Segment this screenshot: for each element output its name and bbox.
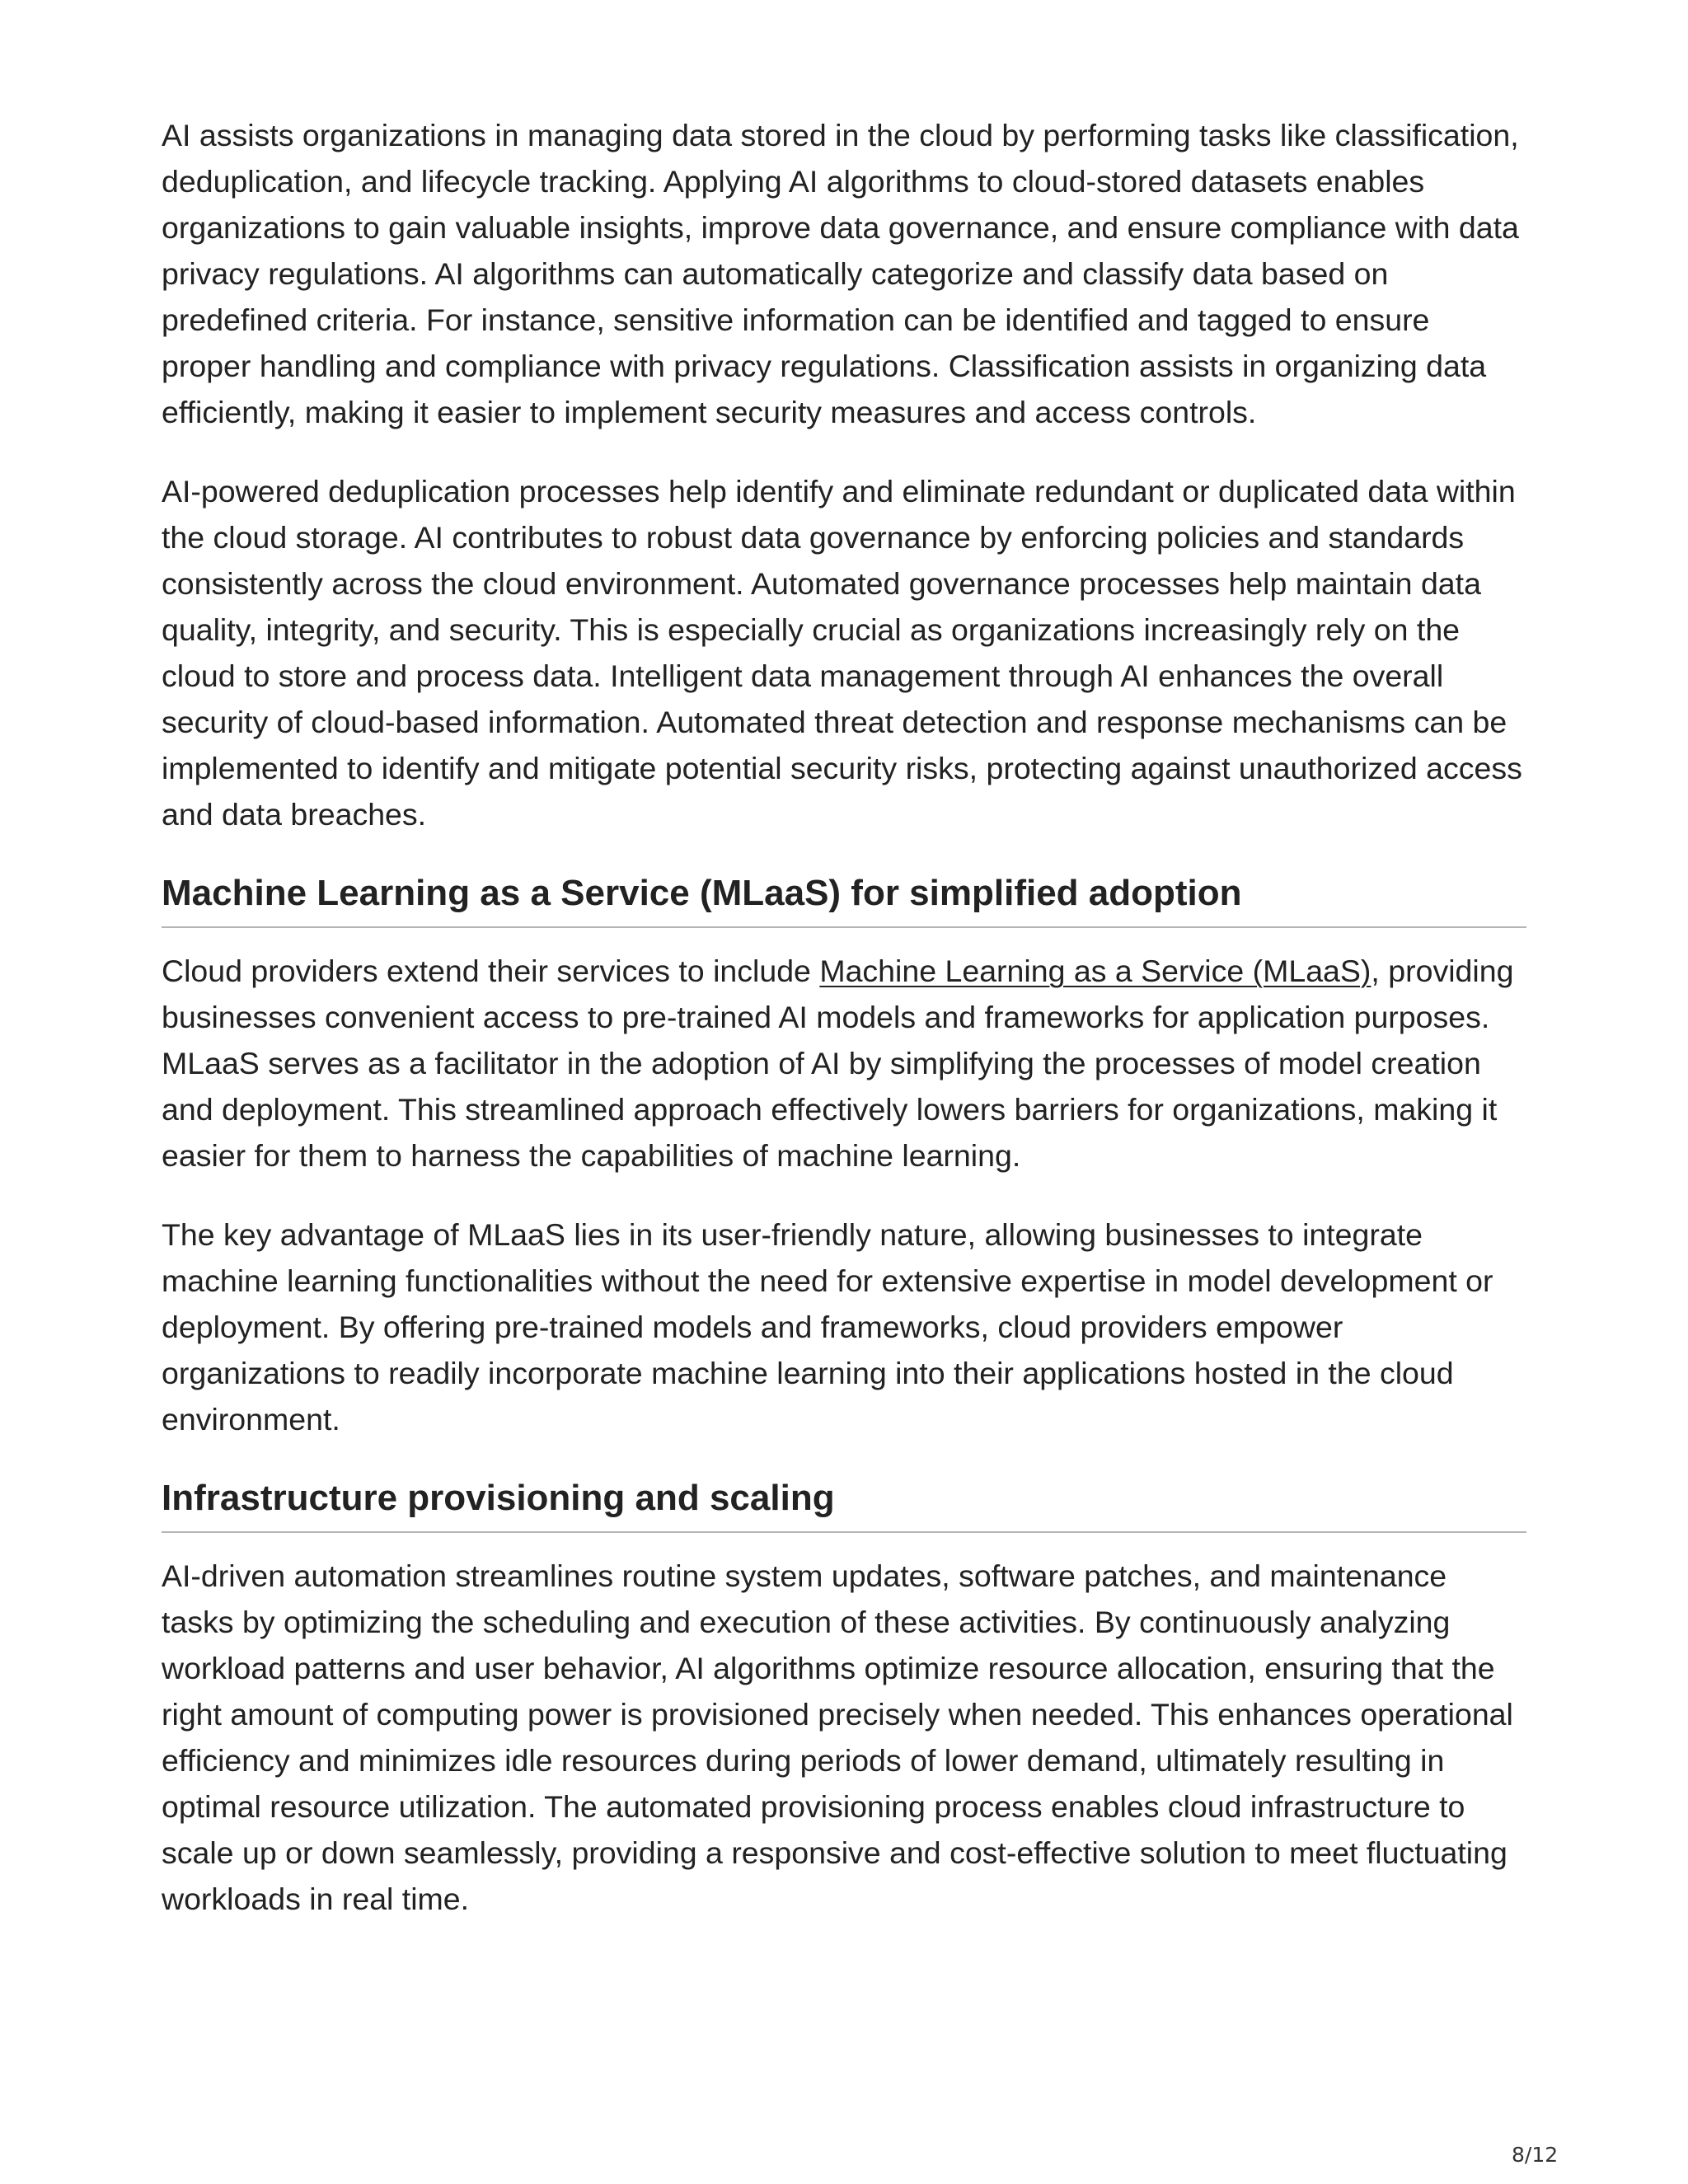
page-number: 8/12 [1512,2143,1559,2167]
paragraph-deduplication: AI-powered deduplication processes help identify and eliminate redundant or duplicated data within the cloud storage. AI contributes to robust data governance by enforcing policies and standards consistently across the cloud environment. Automated governance processes help maintain data quality, integrity, and security. This is especially crucial as organizations increasingly rely on the cloud to store and process data. Intelligent data management through AI enhances the overall security of cloud-based information. Automated threat detection and response mechanisms can be implemented to identify and mitigate potential security risks, protecting against unauthorized access and data breaches. [162,474,1522,832]
section-heading-infrastructure: Infrastructure provisioning and scaling [162,1475,1526,1533]
paragraph-infrastructure: AI-driven automation streamlines routine system updates, software patches, and maintenance tasks by optimizing the scheduling and execution of these activities. By continuously analyzing workload patterns and user behavior, AI algorithms optimize resource allocation, ensuring that the right amount of computing power is provisioned precisely when needed. This enhances operational efficiency and minimizes idle resources during periods of lower demand, ultimately resulting in optimal resource utilization. The automated provisioning process enables cloud infrastructure to scale up or down seamlessly, providing a responsive and cost-effective solution to meet fluctuating workloads in real time. [162,1558,1513,1916]
article-content [162,112,1526,1955]
paragraph-mlaas-advantage: The key advantage of MLaaS lies in its user-friendly nature, allowing businesses to integrate machine learning functionalities without the need for extensive expertise in model development or deployment. By offering pre-trained models and frameworks, cloud providers empower organizations to readily incorporate machine learning into their applications hosted in the cloud environment. [162,1217,1493,1436]
mlaas-link[interactable]: Machine Learning as a Service (MLaaS) [819,954,1372,988]
section-heading-mlaas: Machine Learning as a Service (MLaaS) for simplified adoption [162,870,1526,928]
mlaas-intro-text-after: , providing businesses convenient access to pre-trained AI models and frameworks for application purposes. MLaaS serves as a facilitator in the adoption of AI by simplifying the processes of model creation and deployment. This streamlined approach effectively lowers barriers for organizations, making it easier for them to harness the capabilities of machine learning. [162,954,1514,1173]
paragraph-mlaas-intro [162,948,1526,1179]
mlaas-intro-text-before: Cloud providers extend their services to include [162,954,820,988]
paragraph-data-management: AI assists organizations in managing data stored in the cloud by performing tasks like classification, deduplication, and lifecycle tracking. Applying AI algorithms to cloud-stored datasets enables organizations to gain valuable insights, improve data governance, and ensure compliance with data privacy regulations. AI algorithms can automatically categorize and classify data based on predefined criteria. For instance, sensitive information can be identified and tagged to ensure proper handling and compliance with privacy regulations. Classification assists in organizing data efficiently, making it easier to implement security measures and access controls. [162,118,1519,429]
